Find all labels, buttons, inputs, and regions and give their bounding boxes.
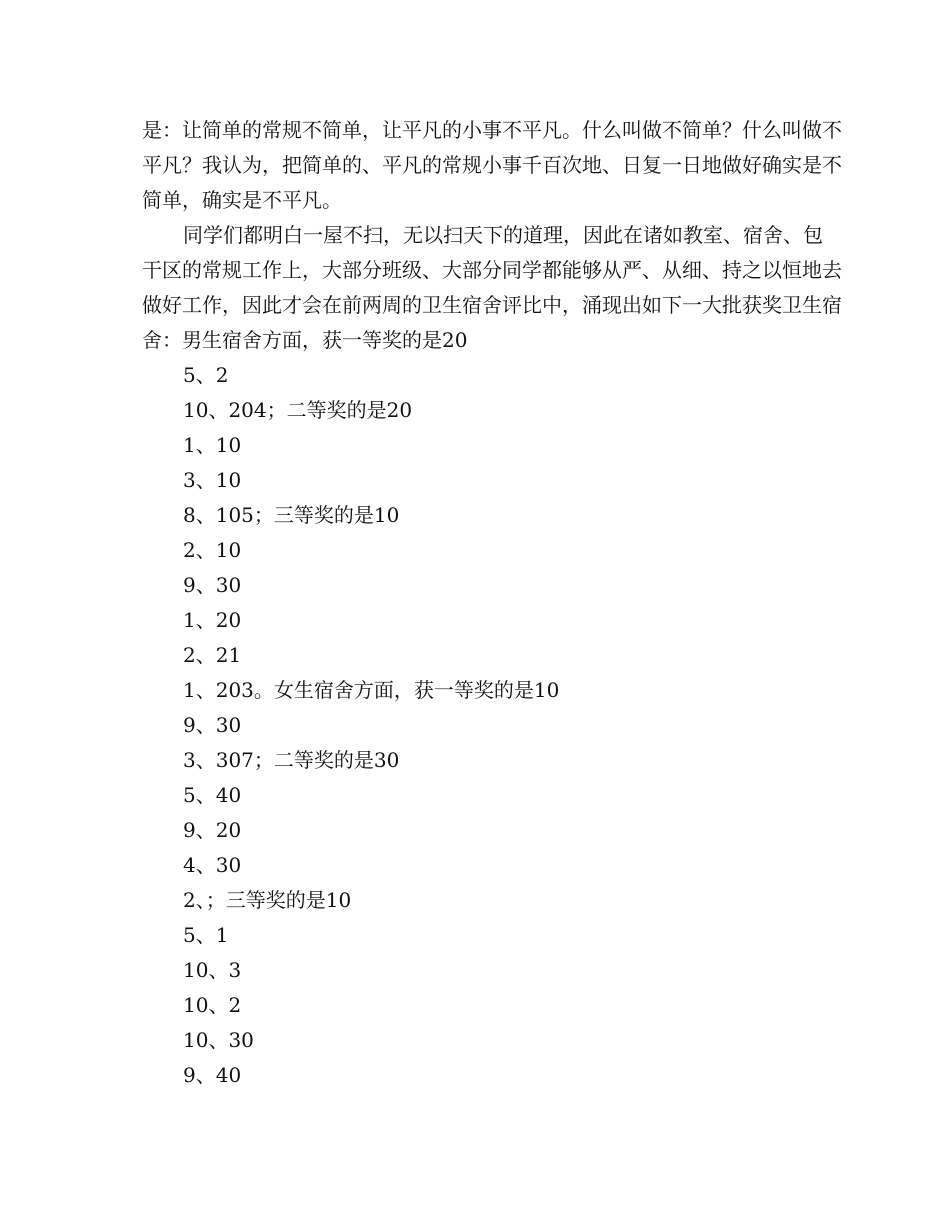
list-item: 8、105；三等奖的是10 <box>183 503 400 527</box>
list-item: 3、307；二等奖的是30 <box>183 748 400 772</box>
list-item: 4、30 <box>183 853 242 877</box>
list-item: 9、20 <box>183 818 242 842</box>
list-item: 5、40 <box>183 783 242 807</box>
list-item: 1、203。女生宿舍方面，获一等奖的是10 <box>183 678 560 702</box>
list-item: 9、30 <box>183 573 242 597</box>
list-item: 2、21 <box>183 643 242 667</box>
list-item: 9、30 <box>183 713 242 737</box>
list-item: 10、3 <box>183 958 242 982</box>
list-item: 2、10 <box>183 538 242 562</box>
list-item: 10、30 <box>183 1028 254 1052</box>
document-body <box>142 113 842 1093</box>
list-item: 5、2 <box>183 363 229 387</box>
list-item: 10、2 <box>183 993 242 1017</box>
list-item: 1、10 <box>183 433 242 457</box>
list-item: 10、204；二等奖的是20 <box>183 398 413 422</box>
list-item: 2、；三等奖的是10 <box>183 888 352 912</box>
list-item: 1、20 <box>183 608 242 632</box>
list-item: 3、10 <box>183 468 242 492</box>
list-item: 5、1 <box>183 923 229 947</box>
list-item: 9、40 <box>183 1063 242 1087</box>
paragraph-2: 同学们都明白一屋不扫，无以扫天下的道理，因此在诸如教室、宿舍、包干区的常规工作上，大部分班级、大部分同学都能够从严、从细、持之以恒地去做好工作，因此才会在前两周的卫生宿舍评比中，涌现出如下一大批获奖卫生宿舍：男生宿舍方面，获一等奖的是20 <box>142 223 842 352</box>
paragraph-1: 是：让简单的常规不简单，让平凡的小事不平凡。什么叫做不简单？什么叫做不平凡？我认为，把简单的、平凡的常规小事千百次地、日复一日地做好确实是不简单，确实是不平凡。 <box>142 118 842 212</box>
award-dormitory-list <box>142 358 842 1093</box>
